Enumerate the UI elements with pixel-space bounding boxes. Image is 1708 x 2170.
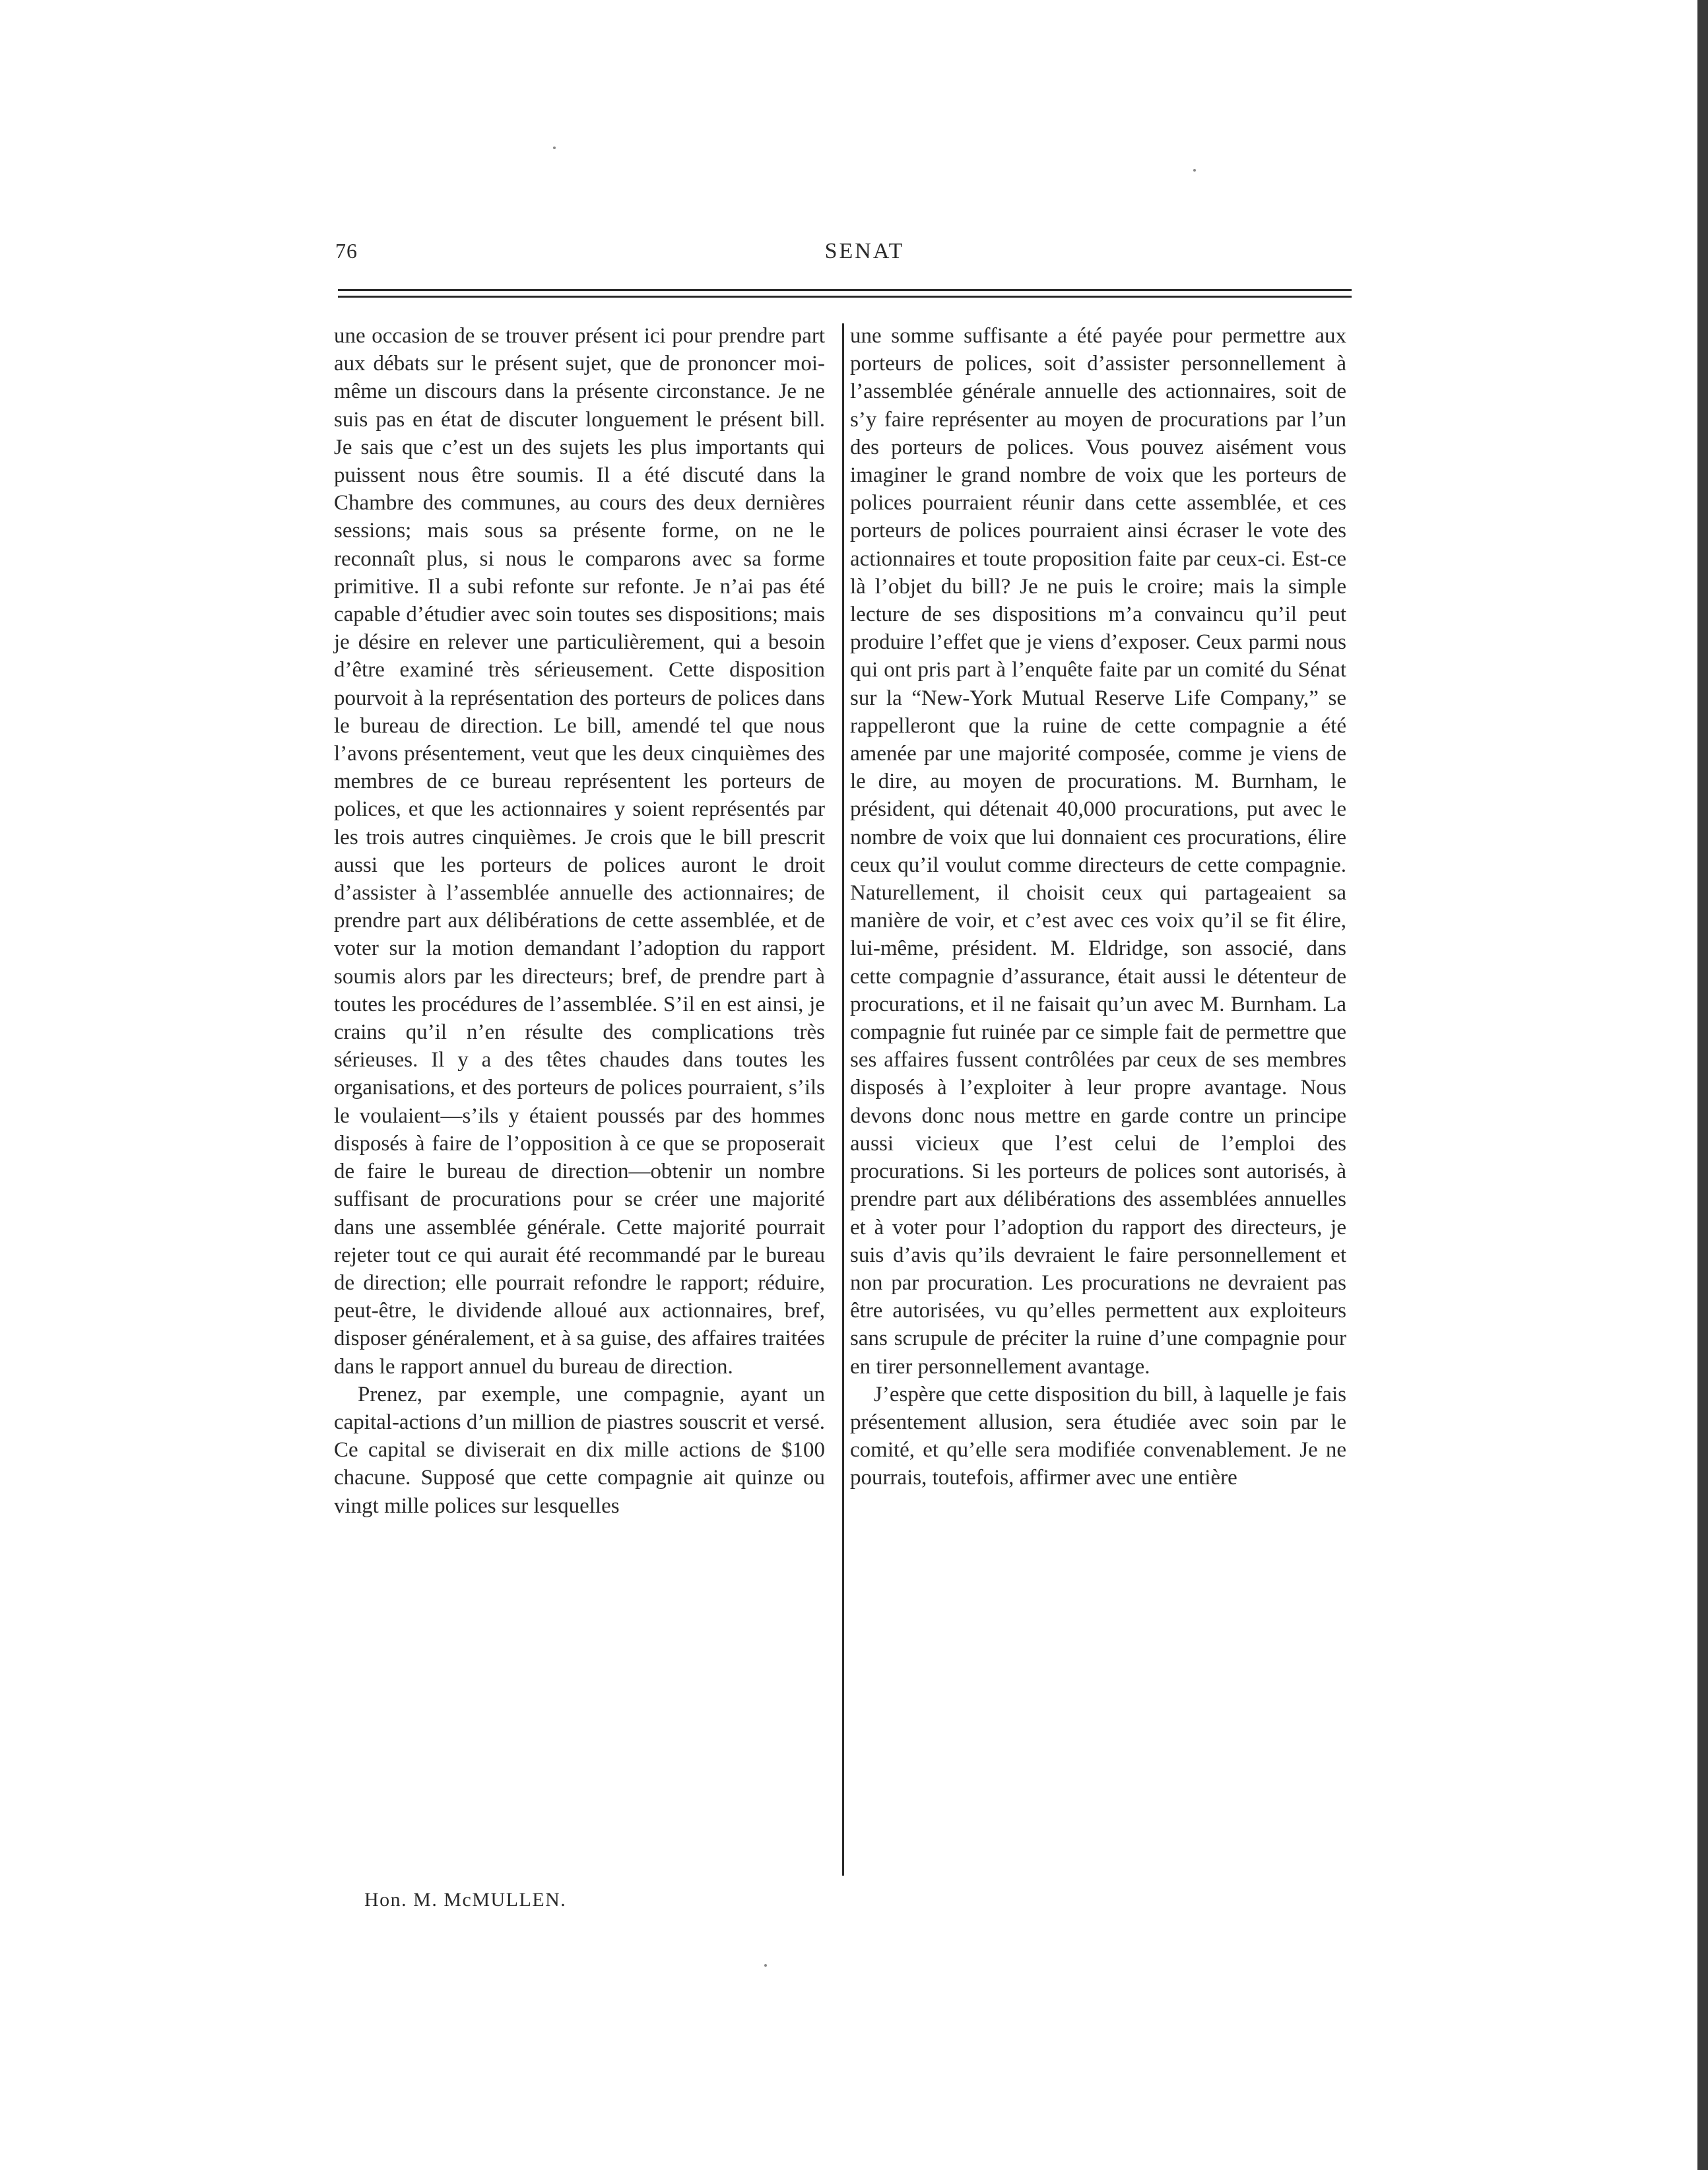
right-paragraph-2: J’espère que cette disposition du bill, à laquelle je fais présentement allusion, sera étudiée avec soin par le comité, et qu’elle sera modifiée convenablement. Je ne pourrais, toutefois, affirmer avec une entière bbox=[850, 1382, 1346, 1490]
column-divider bbox=[842, 323, 844, 1876]
right-column bbox=[850, 322, 1346, 1492]
speaker-signature: Hon. M. McMULLEN. bbox=[364, 1889, 567, 1911]
right-paragraph-1: une somme suffisante a été payée pour permettre aux porteurs de polices, soit d’assister personnellement à l’assemblée générale annuelle des actionnaires, soit de s’y faire représenter au moyen de procurations par l’un des porteurs de polices. Vous pouvez aisément vous imaginer le grand nombre de voix que les porteurs de polices pourraient réunir dans cette assemblée, et ces porteurs de polices pourraient ainsi écraser le vote des actionnaires et toute proposition faite par ceux-ci. Est-ce là l’objet du bill? Je ne puis le croire; mais la simple lecture de ses dispositions m’a convaincu qu’il peut produire l’effet que je viens d’exposer. Ceux parmi nous qui ont pris part à l’enquête faite par un comité du Sénat sur la “New-York Mutual Reserve Life Company,” se rappelleront que la ruine de cette compagnie a été amenée par une majorité composée, comme je viens de le dire, au moyen de procurations. M. Burnham, le président, qui détenait 40,000 procurations, put avec le nombre de voix que lui donnaient ces procurations, élire ceux qu’il voulut comme directeurs de cette compagnie. Naturellement, il choisit ceux qui partageaient sa manière de voir, et c’est avec ces voix qu’il se fit élire, lui-même, président. M. Eldridge, son associé, dans cette compagnie d’assurance, était aussi le détenteur de procurations, et il ne faisait qu’un avec M. Burnham. La compagnie fut ruinée par ce simple fait de permettre que ses affaires fussent contrôlées par ceux de ses membres disposés à l’exploiter à leur propre avantage. Nous devons donc nous mettre en garde contre un principe aussi vicieux que l’est celui de l’emploi des procurations. Si les porteurs de polices sont autorisés, à prendre part aux délibérations des assemblées annuelles et à voter pour l’adoption du rapport des directeurs, je suis d’avis qu’ils devraient le faire personnellement et non par procuration. Les procurations ne devraient pas être autorisées, vu qu’elles permettent aux exploiteurs sans scrupule de préciter la ruine d’une compagnie pour en tirer personnellement avantage. bbox=[850, 324, 1346, 1379]
page-number: 76 bbox=[335, 239, 358, 263]
speck bbox=[553, 147, 556, 149]
header-rule-top bbox=[338, 289, 1352, 291]
left-paragraph-2: Prenez, par exemple, une compagnie, ayant un capital-actions d’un million de piastres souscrit et versé. Ce capital se diviserait en dix mille actions de $100 chacune. Supposé que cette compagnie ait quinze ou vingt mille polices sur lesquelles bbox=[334, 1382, 825, 1518]
speck bbox=[764, 1964, 767, 1967]
left-paragraph-1: une occasion de se trouver présent ici pour prendre part aux débats sur le présent sujet, que de prononcer moi-même un discours dans la présente circonstance. Je ne suis pas en état de discuter longuement le présent bill. Je sais que c’est un des sujets les plus importants qui puissent nous être soumis. Il a été discuté dans la Chambre des communes, au cours des deux dernières sessions; mais sous sa présente forme, on ne le reconnaît plus, si nous le comparons avec sa forme primitive. Il a subi refonte sur refonte. Je n’ai pas été capable d’étudier avec soin toutes ses dispositions; mais je désire en relever une particulièrement, qui a besoin d’être examiné très sérieusement. Cette disposition pourvoit à la représentation des porteurs de polices dans le bureau de direction. Le bill, amendé tel que nous l’avons présentement, veut que les deux cinquièmes des membres de ce bureau représentent les porteurs de polices, et que les actionnaires y soient représentés par les trois autres cinquièmes. Je crois que le bill prescrit aussi que les porteurs de polices auront le droit d’assister à l’assemblée annuelle des actionnaires; de prendre part aux délibérations de cette assemblée, et de voter sur la motion demandant l’adoption du rapport soumis alors par les directeurs; bref, de prendre part à toutes les procédures de l’assemblée. S’il en est ainsi, je crains qu’il n’en résulte des complications très sérieuses. Il y a des têtes chaudes dans toutes les organisations, et des porteurs de polices pourraient, s’ils le voulaient—s’ils y étaient poussés par des hommes disposés à faire de l’opposition à ce que se proposerait de faire le bureau de direction—obtenir un nombre suffisant de procurations pour se créer une majorité dans une assemblée générale. Cette majorité pourrait rejeter tout ce qui aurait été recommandé par le bureau de direction; elle pourrait refondre le rapport; réduire, peut-être, le dividende alloué aux actionnaires, bref, disposer généralement, et à sa guise, des affaires traitées dans le rapport annuel du bureau de direction. bbox=[334, 324, 825, 1379]
running-head: SENAT bbox=[824, 239, 905, 263]
speck bbox=[1193, 169, 1196, 172]
header-rule-bottom bbox=[338, 296, 1352, 298]
left-column bbox=[334, 322, 825, 1520]
scan-edge bbox=[1697, 0, 1708, 2170]
